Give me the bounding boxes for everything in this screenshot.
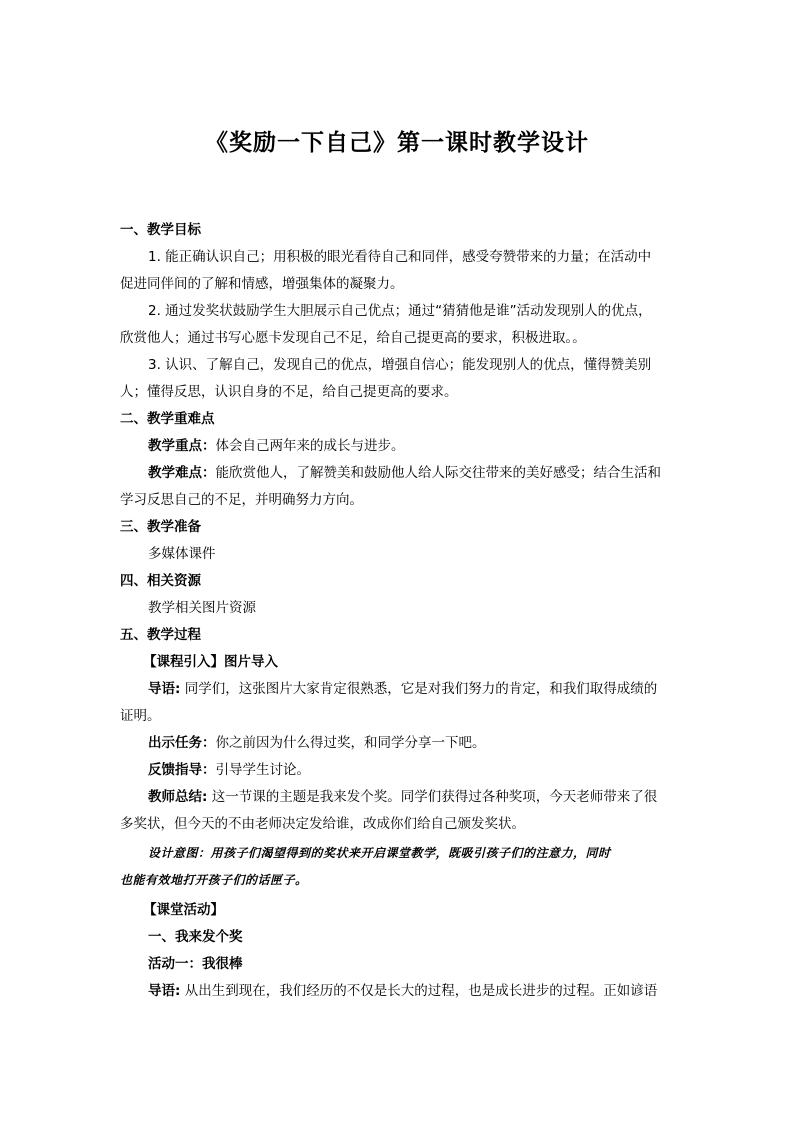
section-heading-key-points: 二、教学重难点 [120, 411, 215, 427]
page-title: 《奖励一下自己》第一课时教学设计 [205, 129, 589, 156]
difficulty-line-1 [148, 463, 680, 483]
goal-3-line-1: 3. 认识、了解自己，发现自己的优点，增强自信心；能发现别人的优点，懂得赞美别 [148, 357, 652, 373]
guide-label: 导语: [148, 681, 181, 697]
goal-1-line-1: 1. 能正确认识自己；用积极的眼光看待自己和同伴，感受夸赞带来的力量；在活动中 [148, 249, 652, 265]
section-heading-goals: 一、教学目标 [120, 222, 201, 238]
activity-one-title: 活动一：我很棒 [148, 956, 243, 972]
feedback-line [148, 760, 680, 780]
task-text: 你之前因为什么得过奖，和同学分享一下吧。 [215, 735, 486, 751]
difficulty-line-2: 学习反思自己的不足，并明确努力方向。 [120, 492, 363, 508]
summary-text-1: 这一节课的主题是我来发个奖。同学们获得过各种奖项，今天老师带来了很 [207, 789, 658, 805]
subsection-award: 一、我来发个奖 [148, 929, 243, 945]
goal-1-line-2: 促进同伴间的了解和情感，增强集体的凝聚力。 [120, 276, 404, 292]
design-intent-line-2: 也能有效地打开孩子们的话匣子。 [120, 873, 308, 887]
guide-line-2: 证明。 [120, 708, 161, 724]
preparation-text: 多媒体课件 [148, 546, 216, 562]
key-point-label: 教学重点： [148, 438, 216, 454]
section-heading-resources: 四、相关资源 [120, 573, 201, 589]
intro-heading: 【课程引入】图片导入 [143, 654, 278, 670]
section-heading-process: 五、教学过程 [120, 627, 201, 643]
summary-line-1 [148, 787, 680, 807]
guide2-text: 从出生到现在，我们经历的不仅是长大的过程，也是成长进步的过程。正如谚语 [180, 983, 658, 999]
key-point-line [148, 436, 680, 456]
guide-text-1: 同学们，这张图片大家肯定很熟悉，它是对我们努力的肯定，和我们取得成绩的 [180, 681, 658, 697]
activity-heading: 【课堂活动】 [143, 902, 224, 918]
guide2-label: 导语: [148, 983, 181, 999]
feedback-text: 引导学生讨论。 [215, 762, 310, 778]
summary-line-2: 多奖状，但今天的不由老师决定发给谁，改成你们给自己颁发奖状。 [120, 816, 525, 832]
goal-2-line-1: 2. 通过发奖状鼓励学生大胆展示自己优点；通过“猜猜他是谁”活动发现别人的优点， [148, 303, 652, 319]
guide-line-1 [148, 679, 680, 699]
task-label: 出示任务： [148, 735, 216, 751]
difficulty-text-1: 能欣赏他人，了解赞美和鼓励他人给人际交往带来的美好感受；结合生活和 [215, 465, 661, 481]
design-intent-line-1: 设计意图：用孩子们渴望得到的奖状来开启课堂教学，既吸引孩子们的注意力，同时 [148, 846, 611, 860]
goal-2-line-2: 欣赏他人；通过书写心愿卡发现自己不足，给自己提更高的要求，积极进取。。 [120, 330, 586, 346]
goal-3-line-2: 人；懂得反思，认识自身的不足，给自己提更高的要求。 [120, 384, 458, 400]
task-line [148, 733, 680, 753]
section-heading-preparation: 三、教学准备 [120, 519, 201, 535]
key-point-text: 体会自己两年来的成长与进步。 [215, 438, 405, 454]
summary-label: 教师总结: [148, 789, 208, 805]
guide2-line [148, 981, 680, 1001]
difficulty-label: 教学难点： [148, 465, 216, 481]
feedback-label: 反馈指导： [148, 762, 216, 778]
resources-text: 教学相关图片资源 [148, 600, 256, 616]
